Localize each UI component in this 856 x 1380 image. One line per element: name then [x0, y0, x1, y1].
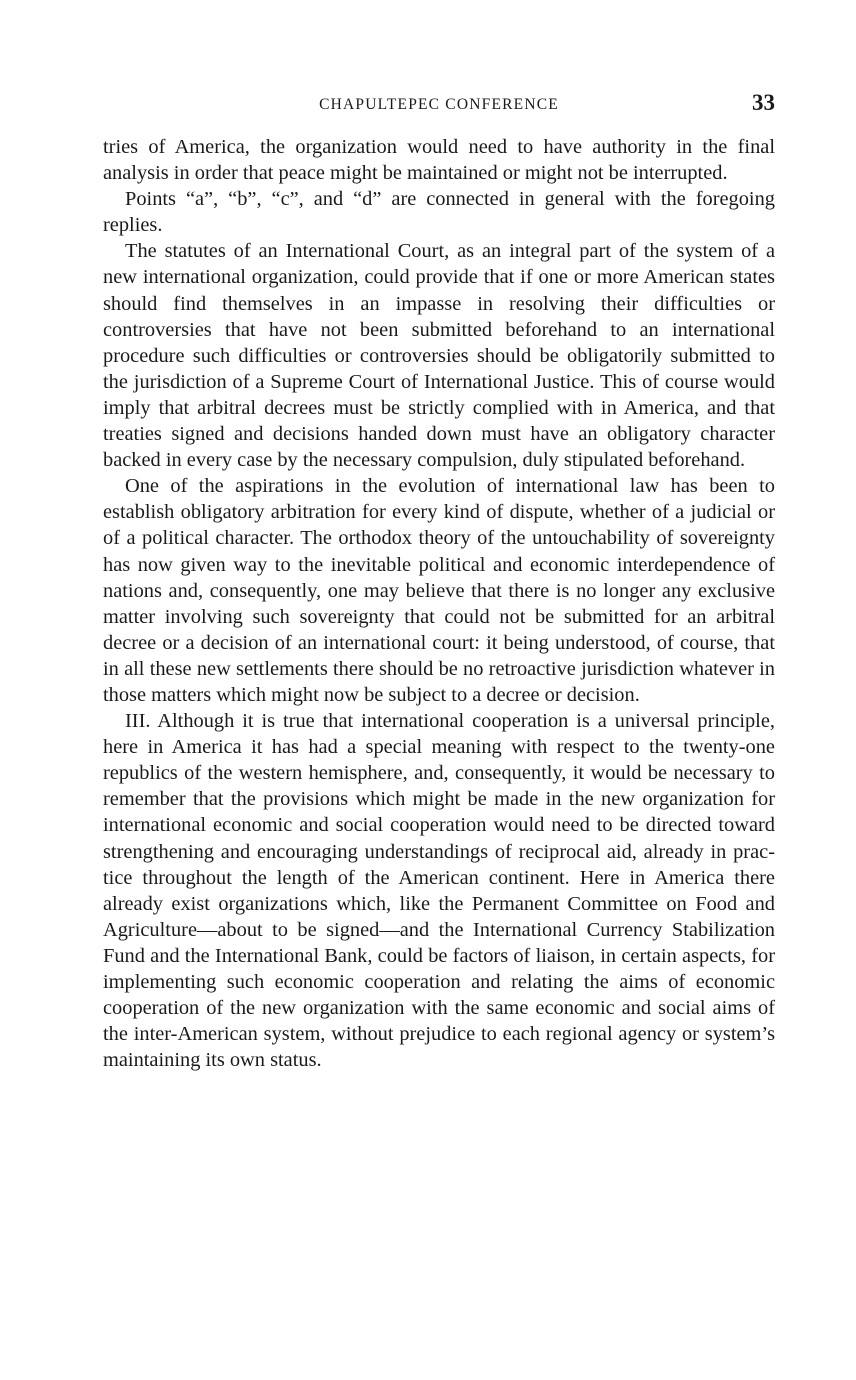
paragraph-international-court: The statutes of an International Court, as an integral part of the system of a new international organization, could provide that if one or more American states should find themselves in an impasse in resolving their difficulties or controversies that have not been submitted beforehand to an international procedure such difficulties or controversies should be obligatorily submitted to the jurisdiction of a Supreme Court of International Justice. This of course would imply that arbitral decrees must be strictly complied with in America, and that treaties signed and decisions handed down must have an obligatory character backed in every case by the necessary compulsion, duly stipulated beforehand. — [103, 240, 775, 472]
paragraph-obligatory-arbitration: One of the aspirations in the evolution of international law has been to establish obligatory arbitration for every kind of dispute, whether of a judicial or of a political character. The orthodox theory of the untouchability of sovereignty has now given way to the inevitable political and economic interdependence of nations and, consequently, one may believe that there is no longer any exclusive matter involving such sovereignty that could not be submitted for an arbitral decree or a decision of an international court: it being understood, of course, that in all these new settlements there should be no retroactive jurisdiction whatever in those matters which might now be subject to a decree or decision. — [103, 475, 775, 706]
page-number: 33 — [752, 90, 775, 115]
paragraph-continuation: tries of America, the organization would need to have authority in the final analysis in order that peace might be maintained or might not be interrupted. — [103, 136, 775, 185]
document-page — [103, 88, 775, 1073]
running-head — [103, 88, 775, 122]
paragraph-points-abcd: Points “a”, “b”, “c”, and “d” are connected in general with the foregoing replies. — [103, 188, 775, 237]
running-title: CHAPULTEPEC CONFERENCE — [319, 96, 559, 113]
body-text — [103, 134, 775, 1073]
paragraph-section-iii: III. Although it is true that international cooperation is a universal principle, here in America it has had a special meaning with respect to the twenty-one republics of the western hemisphere, and, consequently, it would be necessary to remember that the provisions which might be made in the new organization for international economic and social cooperation would need to be directed toward strengthening and encouraging understandings of reciprocal aid, already in practice throughout the length of the American continent. Here in America there already exist organizations which, like the Permanent Committee on Food and Agriculture—about to be signed—and the International Currency Stabilization Fund and the International Bank, could be factors of liaison, in certain aspects, for implementing such economic cooperation and relating the aims of economic cooperation of the new organization with the same economic and social aims of the inter-American system, without prejudice to each regional agency or system’s maintaining its own status. — [103, 710, 775, 1072]
